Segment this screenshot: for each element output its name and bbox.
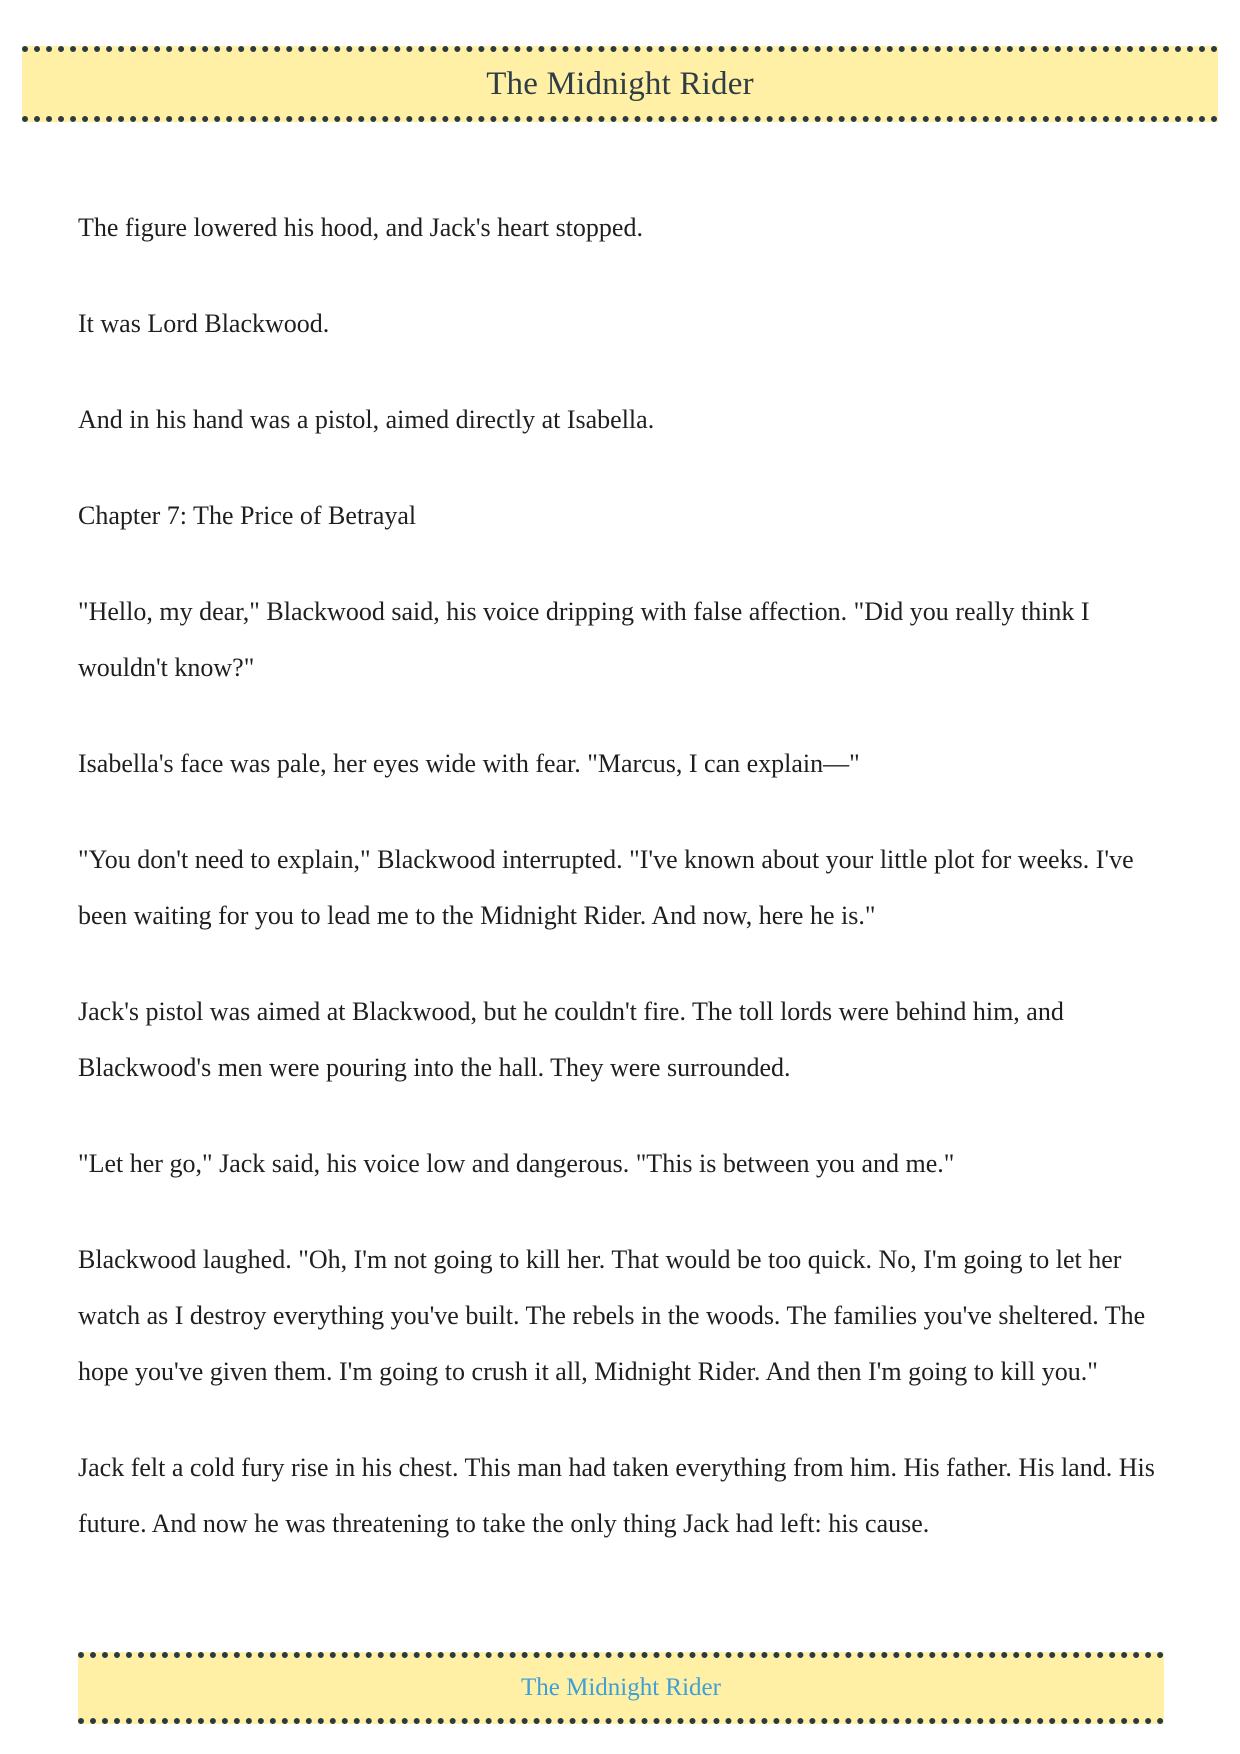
paragraph: Jack's pistol was aimed at Blackwood, but he couldn't fire. The toll lords were behind him, and Blackwood's men were pouring into the hall. They were surrounded.: [78, 997, 1064, 1082]
paragraph: And in his hand was a pistol, aimed directly at Isabella.: [78, 405, 655, 434]
paragraph: Jack felt a cold fury rise in his chest. This man had taken everything from him. His father. His land. His future. And now he was threatening to take the only thing Jack had left: his cause.: [78, 1453, 1155, 1538]
paragraph: Isabella's face was pale, her eyes wide with fear. "Marcus, I can explain—": [78, 749, 860, 778]
paragraph: It was Lord Blackwood.: [78, 309, 330, 338]
story-content: [78, 200, 1168, 1592]
chapter-heading: Chapter 7: The Price of Betrayal: [78, 501, 417, 530]
paragraph: The figure lowered his hood, and Jack's heart stopped.: [78, 213, 643, 242]
header-banner: [22, 46, 1218, 122]
paragraph: "Hello, my dear," Blackwood said, his voice dripping with false affection. "Did you really think I wouldn't know?": [78, 597, 1090, 682]
footer-banner: [78, 1652, 1164, 1724]
footer-title: The Midnight Rider: [521, 1674, 721, 1701]
paragraph: "Let her go," Jack said, his voice low and dangerous. "This is between you and me.": [78, 1149, 955, 1178]
paragraph: Blackwood laughed. "Oh, I'm not going to kill her. That would be too quick. No, I'm going to let her watch as I destroy everything you've built. The rebels in the woods. The families you've sheltered. The hope you've given them. I'm going to crush it all, Midnight Rider. And then I'm going to kill you.": [78, 1245, 1146, 1386]
paragraph: "You don't need to explain," Blackwood interrupted. "I've known about your little plot for weeks. I've been waiting for you to lead me to the Midnight Rider. And now, here he is.": [78, 845, 1134, 930]
page-title: The Midnight Rider: [486, 65, 754, 102]
